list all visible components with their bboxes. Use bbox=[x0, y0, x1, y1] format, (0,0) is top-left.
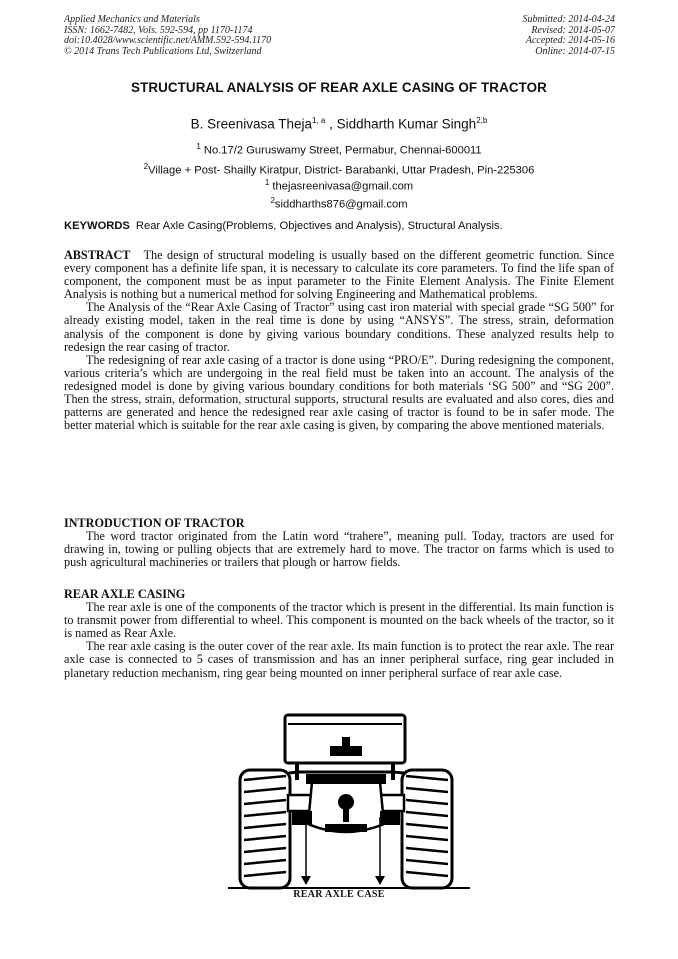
affiliations bbox=[0, 139, 678, 178]
author-1-sup: 1, a bbox=[312, 116, 326, 125]
arrow-head-left bbox=[301, 876, 311, 885]
email-2-sup: 2 bbox=[270, 195, 275, 205]
submission-dates bbox=[523, 15, 616, 57]
abstract-label: ABSTRACT bbox=[64, 248, 131, 262]
left-wheel bbox=[240, 770, 290, 888]
affiliation-1 bbox=[0, 139, 678, 159]
rear-axle-section bbox=[64, 588, 614, 680]
email-1-text[interactable]: thejasreenivasa@gmail.com bbox=[269, 180, 414, 193]
email-1 bbox=[0, 176, 678, 194]
intro-heading: INTRODUCTION OF TRACTOR bbox=[64, 516, 245, 530]
affiliation-2-sup: 2 bbox=[143, 161, 149, 171]
journal-info bbox=[64, 15, 271, 57]
abstract-p1 bbox=[64, 249, 614, 301]
keywords-label: KEYWORDS bbox=[64, 220, 130, 232]
doi-line: doi:10.4028/www.scientific.net/AMM.592-594.1170 bbox=[64, 35, 272, 46]
paper-title: STRUCTURAL ANALYSIS OF REAR AXLE CASING OF TRACTOR bbox=[131, 80, 547, 95]
abstract-p1-text: The design of structural modeling is usually based on the different geometric function. Since every component has a definite life span, it is necessary to calculate its core parameters. To find the life span of component, the component must be as input parameter to the Finite Element Analysis. The Finite Element Analysis is nothing but a numerical method for solving Engineering and Mathematical problems. bbox=[64, 248, 614, 302]
right-wheel bbox=[402, 770, 452, 888]
author-1: B. Sreenivasa Theja bbox=[190, 116, 312, 132]
author-line bbox=[0, 116, 678, 132]
issn-line: ISSN: 1662-7482, Vols. 592-594, pp 1170-1174 bbox=[64, 24, 253, 36]
online-date: Online: 2014-07-15 bbox=[535, 45, 615, 57]
journal-name: Applied Mechanics and Materials bbox=[64, 14, 200, 25]
emails bbox=[0, 176, 678, 211]
seat bbox=[330, 746, 362, 756]
author-2: Siddharth Kumar Singh bbox=[336, 116, 477, 132]
affiliation-1-sup: 1 bbox=[196, 142, 201, 151]
tractor-drawing bbox=[0, 712, 678, 907]
abstract-section bbox=[64, 249, 614, 432]
revised-date: Revised: 2014-05-07 bbox=[531, 24, 615, 36]
email-2 bbox=[0, 194, 678, 212]
intro-p1: The word tractor originated from the Latin word “trahere”, meaning pull. Today, tractors are used for drawing in, towing or pulling objects that are extremely hard to move. The tractor on farms which is used to push agricultural machineries or trailers that plough or harrow fields. bbox=[64, 529, 614, 570]
figure-caption: REAR AXLE CASE bbox=[293, 889, 385, 900]
abstract-p2: The Analysis of the “Rear Axle Casing of Tractor” using cast iron material with special grade “SG 500” for already existing model, taken in the real time is done by using “ANSYS”. The stress, strain, deformation analysis of the component is done by giving various boundary conditions. These analyzed results help to redesign the rear casing of tractor. bbox=[64, 300, 614, 354]
submitted-date: Submitted: 2014-04-24 bbox=[522, 14, 615, 25]
abstract-p3: The redesigning of rear axle casing of a tractor is done using “PRO/E”. During redesigning the component, various criteria’s which are undergoing in the real field must be taken into an account. The analysis of the redesigned model is done by giving various boundary conditions for both materials ‘SG 500” and “SG 200”. Then the stress, strain, deformation, structural supports, structural results are evaluated and also cores, dies and patterns are generated and hence the redesigned rear axle casing of tractor is found to be in safer mode. The better material which is suitable for the rear axle casing is given, by comparing the above mentioned materials. bbox=[64, 352, 614, 433]
keywords-text: Rear Axle Casing(Problems, Objectives and Analysis), Structural Analysis. bbox=[135, 220, 503, 232]
email-1-sup: 1 bbox=[264, 178, 270, 187]
accepted-date: Accepted: 2014-05-16 bbox=[525, 35, 615, 46]
author-separator: , bbox=[325, 116, 337, 132]
email-2-text[interactable]: siddharths876@gmail.com bbox=[274, 198, 408, 211]
rear-axle-p2: The rear axle casing is the outer cover of the rear axle. Its main function is to protect the rear axle. The rear axle case is connected to 5 cases of transmission and has an inner peripheral surface, ring gear included in planetary reduction mechanism, ring gear being mounted on inner peripheral surface of rear axle case. bbox=[64, 639, 614, 680]
rear-axle-heading: REAR AXLE CASING bbox=[64, 587, 186, 601]
affiliation-1-text: No.17/2 Guruswamy Street, Permabur, Chennai-600011 bbox=[200, 144, 482, 157]
intro-section bbox=[64, 517, 614, 569]
arrow-head-right bbox=[375, 876, 385, 885]
author-2-sup: 2,b bbox=[476, 116, 488, 125]
tractor-figure bbox=[0, 712, 678, 907]
rear-axle-p1: The rear axle is one of the components of the tractor which is present in the differential. Its main function is to transmit power from differential to wheel. This component is mounted on the back wheels of the tractor, so it is named as Rear Axle. bbox=[64, 600, 614, 641]
copyright-line: © 2014 Trans Tech Publications Ltd, Switzerland bbox=[64, 45, 262, 57]
keywords bbox=[64, 220, 620, 232]
affiliation-2-text: Village + Post- Shailly Kiratpur, District- Barabanki, Uttar Pradesh, Pin-225306 bbox=[148, 164, 535, 177]
